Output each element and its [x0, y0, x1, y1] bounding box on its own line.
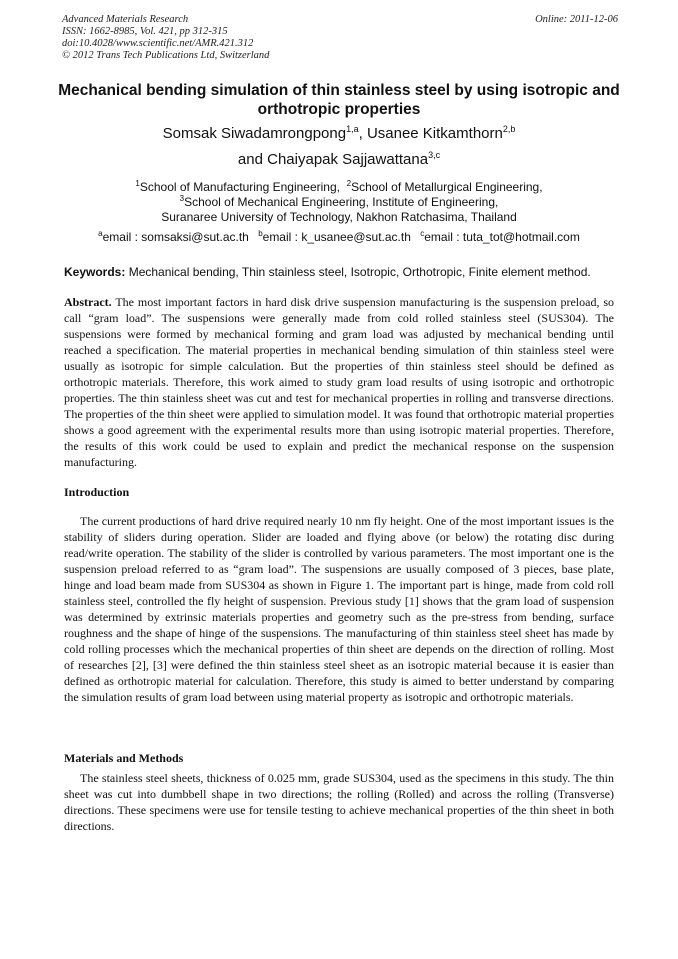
issn-line: ISSN: 1662-8985, Vol. 421, pp 312-315 [62, 26, 228, 37]
author-and: and [237, 151, 268, 168]
journal-header [62, 14, 618, 62]
email-list [50, 230, 628, 245]
email-a-sup: a [98, 229, 103, 238]
affil-3-sup: 3 [179, 194, 185, 203]
affiliations [50, 180, 628, 225]
abstract-text: The most important factors in hard disk drive suspension manufacturing is the suspension preload, so call “gram load”. The suspensions were generally made from cold rolled stainless steel (SUS304). The suspensions were formed by mechanical forming and gram load was adjusted by mechanical bending until reached a specification. The material properties in mechanical bending simulation of thin stainless steel were usually as isotropic for simple calculation. But the properties of thin stainless steel should be defined as orthotropic materials. Therefore, this work aimed to study gram load results of using isotropic and orthotropic properties. The thin stainless sheet was cut and test for mechanical properties in rolling and transverse directions. The properties of the thin sheet were applied to simulation model. It was found that orthotropic material properties shows a good agreement with the experimental results more than using isotropic material properties. Therefore, the results of this work could be used to explain and predict the mechanical response on the suspension manufacturing. [64, 295, 614, 469]
author-2-sup: 2,b [502, 124, 516, 134]
abstract [64, 294, 614, 470]
affiliation-2: School of Metallurgical Engineering, [351, 180, 543, 194]
paper-title: Mechanical bending simulation of thin stainless steel by using isotropic and orthotropic properties [58, 82, 620, 118]
author-3: Chaiyapak Sajjawattana [267, 151, 429, 168]
affil-2-sup: 2 [346, 179, 352, 188]
keywords [64, 265, 620, 280]
email-b-sup: b [258, 229, 263, 238]
affiliation-1: School of Manufacturing Engineering, [139, 180, 340, 194]
author-3-sup: 3,c [428, 150, 441, 160]
online-date: Online: 2011-12-06 [535, 14, 618, 25]
abstract-label: Abstract. [64, 295, 112, 309]
keywords-label: Keywords: [64, 265, 126, 279]
affiliation-3: School of Mechanical Engineering, Institute of Engineering, [184, 195, 499, 209]
methods-heading: Materials and Methods [64, 751, 184, 765]
email-b[interactable]: email : k_usanee@sut.ac.th [262, 230, 411, 244]
affil-1-sup: 1 [135, 179, 140, 188]
affiliation-university: Suranaree University of Technology, Nakhon Ratchasima, Thailand [161, 210, 517, 224]
methods-text: The stainless steel sheets, thickness of 0.025 mm, grade SUS304, used as the specimens in this study. The thin sheet was cut into dumbbell shape in two directions; the rolling (Rolled) and across the rolling (Transverse) directions. These specimens were use for tensile testing to achieve mechanical properties of the thin sheet in both directions. [64, 771, 614, 833]
author-separator: , [358, 125, 367, 142]
journal-name: Advanced Materials Research [62, 14, 189, 25]
keywords-text: Mechanical bending, Thin stainless steel, Isotropic, Orthotropic, Finite element method. [125, 265, 591, 279]
email-c-sup: c [420, 229, 425, 238]
author-list [50, 121, 628, 173]
doi-line: doi:10.4028/www.scientific.net/AMR.421.312 [62, 38, 254, 49]
author-1: Somsak Siwadamrongpong [162, 125, 347, 142]
email-a[interactable]: email : somsaksi@sut.ac.th [102, 230, 249, 244]
email-c[interactable]: email : tuta_tot@hotmail.com [424, 230, 580, 244]
copyright-line: © 2012 Trans Tech Publications Ltd, Switzerland [62, 50, 270, 61]
introduction-heading: Introduction [64, 485, 130, 499]
author-1-sup: 1,a [346, 124, 359, 134]
author-2: Usanee Kitkamthorn [366, 125, 503, 142]
introduction-text: The current productions of hard drive required nearly 10 nm fly height. One of the most important issues is the stability of sliders during operation. Slider are loaded and flying above (or below) the rotating disc during read/write operation. The stability of the slider is controlled by various parameters. The most important one is the suspension preload referred to as “gram load”. The suspensions are usually composed of 3 pieces, base plate, hinge and load beam made from SUS304 as shown in Figure 1. The important part is hinge, made from cold roll stainless steel, controlled the fly height of suspension. Previous study [1] shows that the gram load of suspension was determined by extrinsic materials properties and geometry such as the pre-stress from bending, surface roughness and the shape of hinge of the suspensions. The manufacturing of thin stainless steel sheet has made by cold rolling processes which the mechanical properties of thin sheet are depends on the direction of rolling. Most of researches [2], [3] were defined the thin stainless steel sheet as an isotropic material because it is easier than defined as orthotropic material for calculation. Therefore, this study is aimed to better understand by comparing the simulation results of gram load between using material property as isotropic and orthotropic materials. [64, 514, 614, 704]
